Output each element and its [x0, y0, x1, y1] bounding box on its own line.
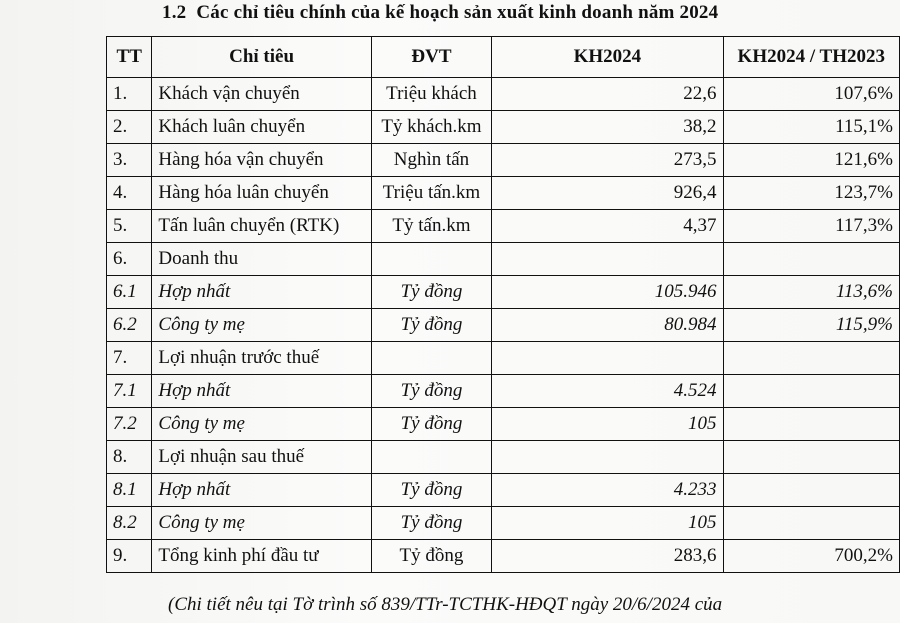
cell-unit: Tỷ đồng [371, 474, 491, 507]
cell-ratio: 117,3% [723, 210, 899, 243]
cell-unit [371, 441, 491, 474]
cell-kh2024: 4,37 [492, 210, 723, 243]
cell-indicator: Tấn luân chuyển (RTK) [152, 210, 371, 243]
cell-ratio [723, 408, 899, 441]
cell-indicator: Lợi nhuận sau thuế [152, 441, 371, 474]
cell-indicator: Doanh thu [152, 243, 371, 276]
cell-tt: 4. [107, 177, 152, 210]
cell-unit: Tỷ khách.km [371, 111, 491, 144]
cell-unit: Tỷ đồng [371, 375, 491, 408]
cell-ratio [723, 441, 899, 474]
cell-tt: 2. [107, 111, 152, 144]
cell-ratio: 113,6% [723, 276, 899, 309]
table-row [107, 441, 900, 474]
cell-tt: 6.1 [107, 276, 152, 309]
cell-kh2024: 273,5 [492, 144, 723, 177]
cell-tt: 7.2 [107, 408, 152, 441]
table-row [107, 111, 900, 144]
cell-unit: Tỷ tấn.km [371, 210, 491, 243]
table-row [107, 507, 900, 540]
business-plan-table [106, 36, 900, 573]
cell-kh2024: 105 [492, 408, 723, 441]
cell-indicator: Công ty mẹ [152, 507, 371, 540]
cell-unit [371, 243, 491, 276]
cell-unit [371, 342, 491, 375]
table-row [107, 144, 900, 177]
cell-ratio [723, 474, 899, 507]
cell-ratio: 700,2% [723, 540, 899, 573]
cell-tt: 6.2 [107, 309, 152, 342]
table-row [107, 474, 900, 507]
cell-kh2024: 105.946 [492, 276, 723, 309]
cell-indicator: Khách luân chuyển [152, 111, 371, 144]
cell-ratio: 115,1% [723, 111, 899, 144]
section-heading [162, 2, 718, 24]
section-number: 1.2 [162, 2, 187, 23]
cell-ratio [723, 375, 899, 408]
cell-tt: 7.1 [107, 375, 152, 408]
table-row [107, 375, 900, 408]
cell-indicator: Hợp nhất [152, 276, 371, 309]
cell-tt: 8.1 [107, 474, 152, 507]
table-body [107, 78, 900, 573]
table-row [107, 78, 900, 111]
cell-ratio [723, 507, 899, 540]
cell-unit: Tỷ đồng [371, 309, 491, 342]
cell-tt: 3. [107, 144, 152, 177]
table-header-row [107, 37, 900, 78]
table-row [107, 540, 900, 573]
cell-kh2024: 105 [492, 507, 723, 540]
cell-tt: 7. [107, 342, 152, 375]
section-title: Các chỉ tiêu chính của kế hoạch sản xuất kinh doanh năm 2024 [196, 2, 719, 23]
footnote-text: (Chi tiết nêu tại Tờ trình số 839/TTr-TCTHK-HĐQT ngày 20/6/2024 của [168, 594, 723, 615]
cell-unit: Tỷ đồng [371, 507, 491, 540]
table-row [107, 342, 900, 375]
table-row [107, 408, 900, 441]
table-row [107, 177, 900, 210]
cell-unit: Tỷ đồng [371, 276, 491, 309]
header-tt: TT [107, 37, 152, 78]
cell-unit: Tỷ đồng [371, 540, 491, 573]
cell-kh2024: 22,6 [492, 78, 723, 111]
header-kh2024: KH2024 [492, 37, 723, 78]
cell-ratio: 121,6% [723, 144, 899, 177]
cell-tt: 6. [107, 243, 152, 276]
cell-unit: Nghìn tấn [371, 144, 491, 177]
cell-indicator: Hợp nhất [152, 375, 371, 408]
cell-tt: 8.2 [107, 507, 152, 540]
table-row [107, 276, 900, 309]
table-row [107, 243, 900, 276]
cell-indicator: Khách vận chuyển [152, 78, 371, 111]
cell-ratio [723, 342, 899, 375]
header-ratio: KH2024 / TH2023 [723, 37, 899, 78]
cell-indicator: Công ty mẹ [152, 309, 371, 342]
cell-ratio: 107,6% [723, 78, 899, 111]
cell-ratio [723, 243, 899, 276]
cell-tt: 8. [107, 441, 152, 474]
table-row [107, 210, 900, 243]
table-row [107, 309, 900, 342]
cell-kh2024 [492, 441, 723, 474]
cell-kh2024 [492, 243, 723, 276]
cell-kh2024: 4.233 [492, 474, 723, 507]
cell-ratio: 123,7% [723, 177, 899, 210]
cell-indicator: Hàng hóa vận chuyển [152, 144, 371, 177]
cell-kh2024: 283,6 [492, 540, 723, 573]
cell-tt: 1. [107, 78, 152, 111]
cell-indicator: Hợp nhất [152, 474, 371, 507]
cell-kh2024: 926,4 [492, 177, 723, 210]
cell-tt: 9. [107, 540, 152, 573]
cell-kh2024: 4.524 [492, 375, 723, 408]
cell-unit: Triệu tấn.km [371, 177, 491, 210]
cell-ratio: 115,9% [723, 309, 899, 342]
cell-unit: Triệu khách [371, 78, 491, 111]
cell-kh2024: 38,2 [492, 111, 723, 144]
cell-indicator: Hàng hóa luân chuyển [152, 177, 371, 210]
cell-kh2024 [492, 342, 723, 375]
cell-unit: Tỷ đồng [371, 408, 491, 441]
cell-indicator: Công ty mẹ [152, 408, 371, 441]
header-indicator: Chỉ tiêu [152, 37, 371, 78]
header-unit: ĐVT [371, 37, 491, 78]
cell-indicator: Lợi nhuận trước thuế [152, 342, 371, 375]
cell-indicator: Tổng kinh phí đầu tư [152, 540, 371, 573]
cell-tt: 5. [107, 210, 152, 243]
cell-kh2024: 80.984 [492, 309, 723, 342]
